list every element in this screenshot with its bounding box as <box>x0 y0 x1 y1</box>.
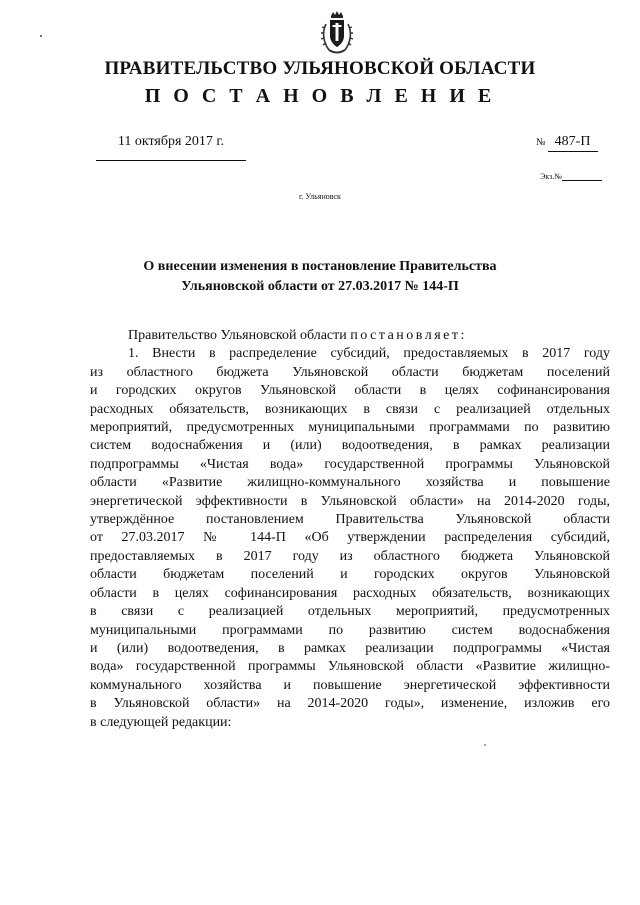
body-line: расходных обязательств, возникающих в связи с реализацией отдельных <box>90 401 610 417</box>
body-line: 1. Внести в распределение субсидий, предоставляемых в 2017 году <box>128 346 610 362</box>
body-line: в следующей редакции: <box>90 714 232 730</box>
body-line: области в целях софинансирования расходных обязательств, возникающих <box>90 585 610 601</box>
intro-decree-word: постановляет: <box>350 328 467 343</box>
document-body <box>90 327 610 732</box>
copy-number-line <box>562 180 602 181</box>
document-heading <box>0 257 640 297</box>
copy-number-label: Экз.№ <box>540 172 562 181</box>
body-line: мероприятий, предусмотренных муниципальными программами по развитию <box>90 420 610 436</box>
intro-line <box>90 327 610 345</box>
body-line: и (или) водоотведения, в рамках реализации подпрограммы «Чистая <box>90 640 610 656</box>
document-number-block <box>536 134 598 152</box>
document-number: 487-П <box>548 134 598 152</box>
body-line: области бюджетам поселений и городских округов Ульяновской <box>90 567 610 583</box>
document-city: г. Ульяновск <box>299 192 341 201</box>
body-line: подпрограммы «Чистая вода» государственной программы Ульяновской <box>90 456 610 472</box>
body-line: и городских округов Ульяновской области в целях софинансирования <box>90 383 610 399</box>
scan-speck <box>40 35 42 37</box>
intro-prefix: Правительство Ульяновской области <box>128 328 347 343</box>
body-line: в связи с реализацией отдельных мероприятий, предусмотренных <box>90 604 610 620</box>
body-line: из областного бюджета Ульяновской области бюджетам поселений <box>90 364 610 380</box>
body-line: утверждённое постановлением Правительства Ульяновской области <box>90 512 610 528</box>
coat-of-arms-icon <box>320 10 354 56</box>
body-line: области «Развитие жилищно-коммунального хозяйства и повышение <box>90 475 610 491</box>
copy-number-block <box>540 172 602 181</box>
document-date: 11 октября 2017 г. <box>96 134 246 161</box>
document-type-title: П О С Т А Н О В Л Е Н И Е <box>144 85 496 107</box>
heading-line-2: Ульяновской области от 27.03.2017 № 144-П <box>181 279 459 294</box>
body-line: вода» государственной программы Ульяновской области «Развитие жилищно- <box>90 659 610 675</box>
body-line: коммунального хозяйства и повышение энергетической эффективности <box>90 677 610 693</box>
government-title: ПРАВИТЕЛЬСТВО УЛЬЯНОВСКОЙ ОБЛАСТИ <box>104 58 536 79</box>
heading-line-1: О внесении изменения в постановление Правительства <box>143 259 497 274</box>
body-line: от 27.03.2017 № 144-П «Об утверждении распределения субсидий, <box>90 530 610 546</box>
body-line: энергетической эффективности в Ульяновской области» на 2014-2020 годы, <box>90 493 610 509</box>
body-line: систем водоснабжения и (или) водоотведения, в рамках реализации <box>90 438 610 454</box>
body-line: предоставляемых в 2017 году из областного бюджета Ульяновской <box>90 548 610 564</box>
body-line: муниципальными программами по развитию систем водоснабжения <box>90 622 610 638</box>
body-line: в Ульяновской области» на 2014-2020 годы», изменение, изложив его <box>90 696 610 712</box>
number-sign: № <box>536 137 546 148</box>
scan-speck <box>484 744 486 746</box>
